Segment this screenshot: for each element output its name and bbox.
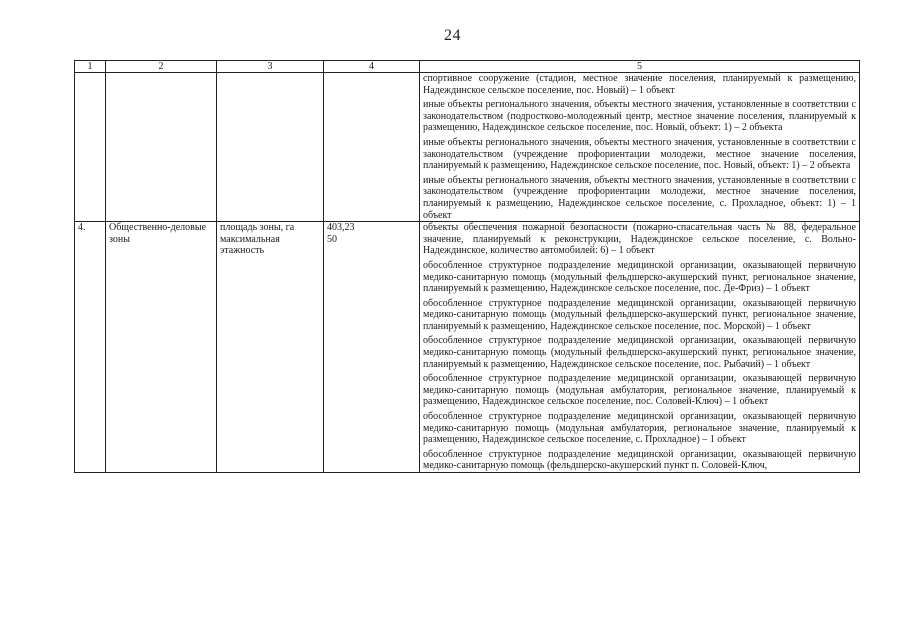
objects-cell (420, 222, 860, 473)
object-entry: обособленное структурное подразделение медицинской организации, оказывающей первичную медико-санитарную помощь (модульный фельдшерско-акушерский пункт, региональное значение, планируемый к размещению, Надеждинское сельское поселение, пос. Морской) – 1 объект (423, 297, 856, 332)
document-table (74, 60, 860, 473)
column-header: 5 (420, 61, 860, 73)
object-entry: объекты обеспечения пожарной безопасности (пожарно-спасательная часть № 88, федеральное значение, планируемый к реконструкции, Надеждинское сельское поселение, с. Вольно-Надеждинское, количество автомобилей: 6) – 1 объект (423, 222, 856, 257)
column-header: 2 (106, 61, 217, 73)
column-header: 1 (75, 61, 106, 73)
table-row (75, 73, 860, 222)
object-entry: иные объекты регионального значения, объекты местного значения, установленные в соответствии с законодательством (учреждение профориентации молодежи, местное значение поселения, планируемый к размещению, Надеждинское сельское поселение, с. Прохладное, объект: 1) – 1 объект (423, 174, 856, 221)
parameter-cell (217, 222, 324, 473)
object-entry: обособленное структурное подразделение медицинской организации, оказывающей первичную медико-санитарную помощь (модульный фельдшерско-акушерский пункт, региональное значение, планируемый к размещению, Надеждинское сельское поселение, пос. Рыбачий) – 1 объект (423, 335, 856, 370)
zone-name-cell (106, 73, 217, 222)
value-cell (324, 222, 420, 473)
object-entry: обособленное структурное подразделение медицинской организации, оказывающей первичную медико-санитарную помощь (модульная амбулатория, региональное значение, планируемый к размещению, Надеждинское сельское поселение, пос. Соловей-Ключ) – 1 объект (423, 373, 856, 408)
value-line: 403,23 (327, 222, 355, 234)
column-number-row (75, 61, 860, 73)
zone-name-cell: Общественно-деловые зоны (106, 222, 217, 473)
parameter-cell (217, 73, 324, 222)
object-entry: обособленное структурное подразделение медицинской организации, оказывающей первичную медико-санитарную помощь (модульная амбулатория, региональное значение, планируемый к размещению, Надеждинское сельское поселение, с. Прохладное) – 1 объект (423, 411, 856, 446)
objects-cell (420, 73, 860, 222)
value-cell (324, 73, 420, 222)
object-entry: иные объекты регионального значения, объекты местного значения, установленные в соответствии с законодательством (подростково-молодежный центр, местное значение поселения, планируемый к размещению, Надеждинское сельское поселение, пос. Новый, объект: 1) – 2 объекта (423, 99, 856, 134)
page-number: 24 (444, 27, 461, 44)
value-line: 50 (327, 233, 337, 245)
parameter-line: максимальная этажность (220, 233, 280, 257)
column-header: 3 (217, 61, 324, 73)
object-entry: иные объекты регионального значения, объекты местного значения, установленные в соответствии с законодательством (учреждение профориентации молодежи, местное значение поселения, планируемый к размещению, Надеждинское сельское поселение, пос. Новый, объект: 1) – 2 объекта (423, 136, 856, 172)
row-number-cell (75, 73, 106, 222)
column-header: 4 (324, 61, 420, 73)
row-number-cell: 4. (75, 222, 106, 473)
object-entry: спортивное сооружение (стадион, местное значение поселения, планируемый к размещению, Надеждинское сельское поселение, пос. Новый) – 1 объект (423, 73, 856, 96)
parameter-line: площадь зоны, га (220, 222, 295, 234)
object-entry: обособленное структурное подразделение медицинской организации, оказывающей первичную медико-санитарную помощь (модульный фельдшерско-акушерский пункт, региональное значение, планируемый к размещению, Надеждинское сельское поселение, пос. Де-Фриз) – 1 объект (423, 259, 856, 295)
object-entry: обособленное структурное подразделение медицинской организации, оказывающей первичную медико-санитарную помощь (фельдшерско-акушерский пункт п. Соловей-Ключ, (423, 448, 856, 472)
table-row (75, 222, 860, 473)
